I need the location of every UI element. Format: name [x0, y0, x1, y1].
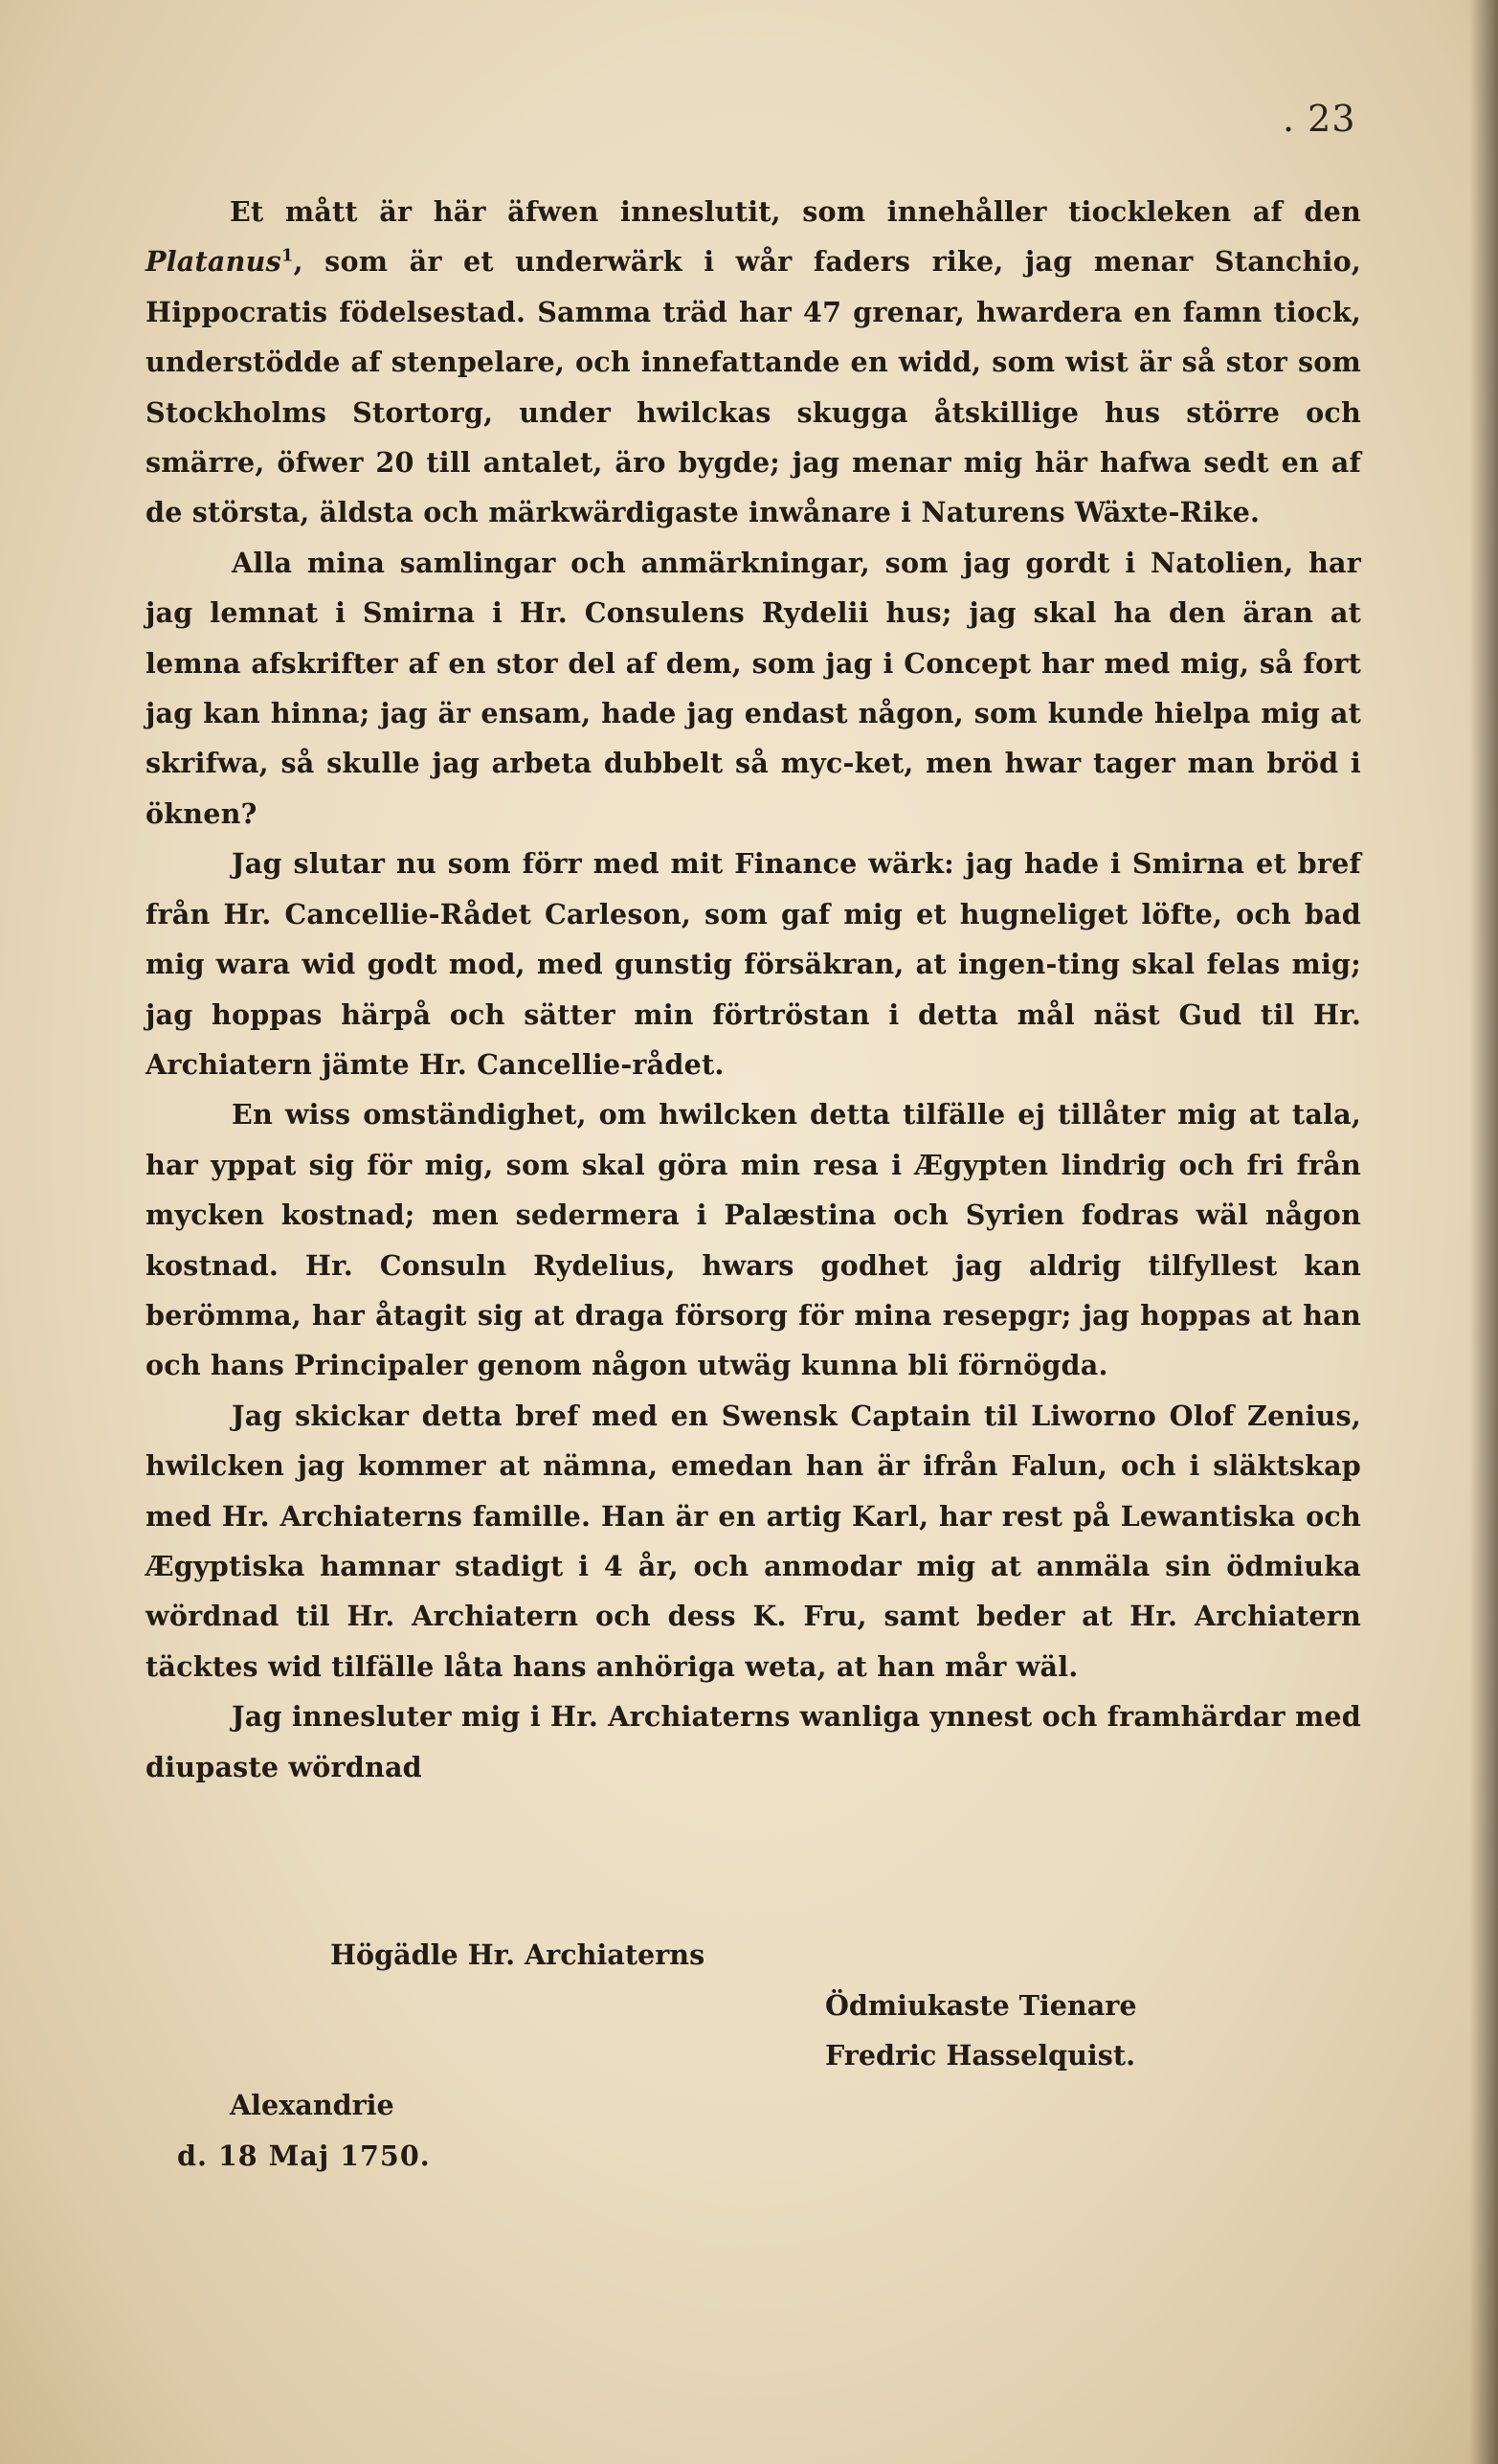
paragraph-2: Alla mina samlingar och anmärkningar, som jag gordt i Natolien, har jag lemnat i Smirna i Hr. Consulens Rydelii hus; jag skal ha den äran at lemna afskrifter af en stor del af dem, som jag i Concept har med mig, så fort jag kan hinna; jag är ensam, hade jag endast någon, som kunde hielpa mig at skrifwa, så skulle jag arbeta dubbelt så myc-ket, men hwar tager man bröd i öknen?: [145, 546, 1361, 830]
paragraph-3: Jag slutar nu som förr med mit Finance wärk: jag hade i Smirna et bref från Hr. Cancellie-Rådet Carleson, som gaf mig et hugneliget löfte, och bad mig wara wid godt mod, med gunstig försäkran, at ingen-ting skal felas mig; jag hoppas härpå och sätter min förtröstan i detta mål näst Gud til Hr. Archiatern jämte Hr. Cancellie-rådet.: [145, 847, 1361, 1081]
signature: Fredric Hasselquist.: [825, 2039, 1136, 2072]
paragraph-4: En wiss omständighet, om hwilcken detta tilfälle ej tillåter mig at tala, har yppat sig för mig, som skal göra min resa i Ægypten lindrig och fri från mycken kostnad; men sedermera i Palæstina och Syrien fodras wäl någon kostnad. Hr. Consuln Rydelius, hwars godhet jag aldrig tilfyllest kan berömma, har åtagit sig at draga försorg för mina resepgr; jag hoppas at han och hans Principaler genom någon utwäg kunna bli förnögda.: [145, 1098, 1361, 1382]
letter-place: Alexandrie: [230, 2089, 394, 2121]
paragraph-1-before: Et mått är här äfwen inneslutit, som innehåller tiockleken af den: [230, 195, 1361, 228]
paragraph-6: Jag innesluter mig i Hr. Archiaterns wanliga ynnest och framhärdar med diupaste wördnad: [145, 1700, 1361, 1783]
letter-body: [145, 187, 1361, 1792]
footnote-marker: 1: [280, 245, 294, 266]
page-number: . 23: [1283, 98, 1356, 140]
paragraph-5: Jag skickar detta bref med en Swensk Captain til Liworno Olof Zenius, hwilcken jag kommer at nämna, emedan han är ifrån Falun, och i släktskap med Hr. Archiaterns famille. Han är en artig Karl, har rest på Lewantiska och Ægyptiska hamnar stadigt i 4 år, och anmodar mig at anmäla sin ödmiuka wördnad til Hr. Archiatern och dess K. Fru, samt beder at Hr. Archiatern täcktes wid tilfälle låta hans anhöriga weta, at han mår wäl.: [145, 1399, 1361, 1683]
platanus-term: Platanus: [145, 245, 281, 279]
letter-date: d. 18 Maj 1750.: [177, 2139, 431, 2172]
closing-phrase: Ödmiukaste Tienare: [825, 1989, 1137, 2022]
salutation: Högädle Hr. Archiaterns: [330, 1938, 705, 1971]
paragraph-1-after: , som är et underwärk i wår faders rike, jag menar Stanchio, Hippocratis födelsestad. Samma träd har 47 grenar, hwardera en famn tiock, understödde af stenpelare, och innefattande en widd, som wist är så stor som Stockholms Stortorg, under hwilckas skugga åtskillige hus större och smärre, öfwer 20 till antalet, äro bygde; jag menar mig här hafwa sedt en af de största, äldsta och märkwärdigaste inwånare i Naturens Wäxte-Rike.: [145, 245, 1361, 529]
paragraph-1: [145, 187, 1361, 538]
